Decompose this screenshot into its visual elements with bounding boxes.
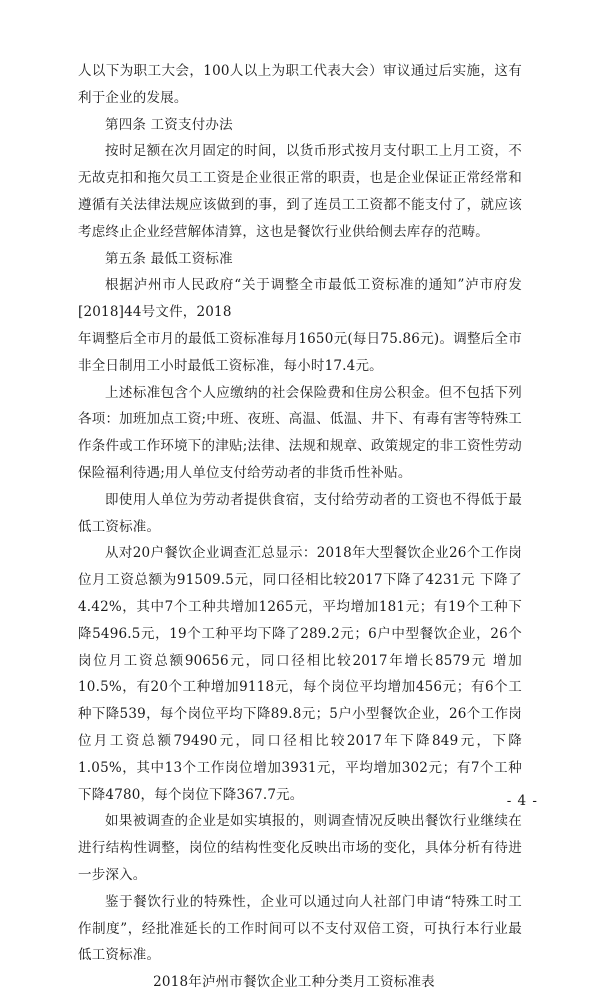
paragraph-wage-payment: 按时足额在次月固定的时间，以货币形式按月支付职工上月工资，不无故克扣和拖欠员工工资是企业很正常的职责，也是企业保证正常经常和遵循有关法律法规应该做到的事，到了连员工工资都不能支付了，就应该考虑终止企业经营解体清算，这也是餐饮行业供给侧去库存的范畴。 (78, 143, 522, 240)
table-caption: 2018年泸州市餐饮企业工种分类月工资标准表 (153, 974, 435, 991)
section-heading-article-5: 第五条 最低工资标准 (105, 250, 233, 267)
paragraph-notice-reference: 根据泸州市人民政府“关于调整全市最低工资标准的通知”泸市府发[2018]44号文件，2018 (78, 277, 522, 321)
paragraph-survey-analysis: 如果被调查的企业是如实填报的，则调查情况反映出餐饮行业继续在进行结构性调整，岗位的结构性变化反映出市场的变化，具体分析有待进一步深入。 (78, 813, 522, 883)
paragraph-continuation: 人以下为职工大会，100人以上为职工代表大会）审议通过后实施，这有利于企业的发展。 (78, 63, 522, 106)
paragraph-survey-results: 从对20户餐饮企业调查汇总显示：2018年大型餐饮企业26个工作岗位月工资总额为91509.5元，同口径相比较2017下降了4231元 下降了4.42%，其中7个工种共增加1265元，平均增加181元；有19个工种下降5496.5元，19个工种平均下降了289.2元；6户中型餐饮企业，26个岗位月工资总额90656元，同口径相比较2017年增长8579元 增加10.5%，有20个工种增加9118元，每个岗位平均增加456元；有6个工种下降539，每个岗位平均下降89.8元；5户小型餐饮企业，26个工作岗位月工资总额79490元，同口径相比较2017年下降849元，下降1.05%，其中13个工作岗位增加3931元，平均增加302元；有7个工种下降4780，每个岗位下降367.7元。 (78, 545, 522, 803)
paragraph-standard-inclusions: 上述标准包含个人应缴纳的社会保险费和住房公积金。但不包括下列各项：加班加点工资;中班、夜班、高温、低温、井下、有毒有害等特殊工作条件或工作环境下的津贴;法律、法规和规章、政策规定的非工资性劳动保险福利待遇;用人单位支付给劳动者的非货币性补贴。 (78, 384, 522, 481)
paragraph-room-board: 即使用人单位为劳动者提供食宿，支付给劳动者的工资也不得低于最低工资标准。 (78, 491, 522, 535)
document-body (78, 58, 522, 996)
page-number: - 4 - (506, 793, 538, 809)
paragraph-special-hours: 鉴于餐饮行业的特殊性，企业可以通过向人社部门申请“特殊工时工作制度”，经批准延长的工作时间可以不支付双倍工资，可执行本行业最低工资标准。 (78, 893, 522, 964)
section-heading-article-4: 第四条 工资支付办法 (105, 116, 233, 133)
paragraph-minimum-wage-amount: 年调整后全市月的最低工资标准每月1650元(每日75.86元)。调整后全市非全日制用工小时最低工资标准，每小时17.4元。 (78, 330, 522, 374)
